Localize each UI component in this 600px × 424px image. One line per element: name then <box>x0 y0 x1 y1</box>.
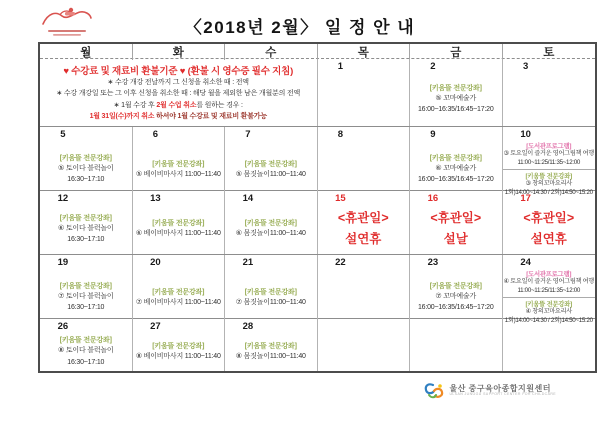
date-number: 16 <box>427 193 439 204</box>
program-tag-kium: [키움뜰 전문강좌] <box>525 300 573 308</box>
class-info-line: ⑥ 몸짓놀이11:00~11:40 <box>235 230 306 238</box>
program-tag-library: [도서관프로그램] <box>526 143 572 150</box>
footer-logo <box>423 382 556 400</box>
day-content <box>410 319 502 371</box>
day-cell-19 <box>40 255 133 327</box>
program-block <box>133 340 225 363</box>
program-block <box>40 280 132 314</box>
program-tag-kium: [키움뜰 전문강좌] <box>59 283 112 291</box>
program-block <box>225 217 317 240</box>
program-block <box>40 212 132 246</box>
holiday-line: 설날 <box>443 232 468 246</box>
class-info-line: ⑥ 꼬마예술가 <box>435 165 477 173</box>
class-info-line: ⑧ 토이다 블럭놀이 <box>58 347 114 355</box>
class-info-line: 1회)14:00~14:30 / 2회)14:50~15:20 <box>504 316 593 324</box>
date-number: 24 <box>520 257 531 268</box>
holiday-label <box>338 208 389 251</box>
program-tag-kium: [키움뜰 전문강좌] <box>59 337 112 345</box>
date-number: 23 <box>427 257 439 268</box>
program-tag-kium: [키움뜰 전문강좌] <box>59 155 112 163</box>
program-block <box>40 334 132 368</box>
day-content <box>503 204 596 254</box>
class-info-line: ④ 토요일이 즐거운 영어그림책 여행 <box>503 278 594 285</box>
day-cell-5 <box>40 127 133 199</box>
day-cell-28 <box>225 319 318 371</box>
class-info-line: ⑤ 몸짓놀이11:00~11:40 <box>235 170 306 178</box>
class-info-line: 16:00~16:35/16:45~17:20 <box>417 176 494 184</box>
day-cell-26 <box>40 319 133 371</box>
page-title: 〈2018년 2월〉 일 정 안 내 <box>184 18 416 37</box>
day-cell-1 <box>318 59 411 126</box>
weekday-header: 목 <box>318 44 411 60</box>
date-number: 15 <box>335 193 346 204</box>
class-info-line: 16:00~16:35/16:45~17:20 <box>417 106 494 113</box>
program-block <box>410 82 502 116</box>
day-content <box>318 72 410 126</box>
week-row <box>40 59 595 127</box>
date-number: 5 <box>60 129 66 140</box>
program-block <box>40 152 132 186</box>
day-content <box>225 332 317 371</box>
week-row <box>40 188 595 255</box>
date-number: 19 <box>57 257 69 268</box>
notice-bullet: ∗ 수강 개강 전날까지 그 신청을 취소한 때 : 전액 <box>107 78 249 86</box>
day-cell-9 <box>410 127 503 199</box>
weekday-header: 수 <box>225 44 318 60</box>
day-cell-empty <box>503 316 596 371</box>
weekday-header: 금 <box>410 44 503 60</box>
class-info-line: ⑥ 베이비마사지 11:00~11:40 <box>135 230 221 238</box>
day-cell-12 <box>40 191 133 254</box>
day-cell-16 <box>410 191 503 254</box>
class-info-line: ⑦ 토이다 블럭놀이 <box>58 293 114 301</box>
date-number: 13 <box>150 193 161 204</box>
day-content <box>410 72 502 126</box>
program-tag-kium: [키움뜰 전문강좌] <box>152 220 205 228</box>
day-cell-15 <box>318 191 411 254</box>
day-cell-2 <box>410 59 503 126</box>
holiday-line: 설연휴 <box>345 232 382 246</box>
program-tag-kium: [키움뜰 전문강좌] <box>429 283 482 291</box>
date-number: 21 <box>242 257 254 268</box>
org-name-en: ULSAN JUNGGU SUPPORT CENTER FOR CHILDCARE <box>449 392 556 397</box>
class-info-line: 16:30~17:10 <box>67 358 105 366</box>
program-tag-kium: [키움뜰 전문강좌] <box>152 342 205 350</box>
class-info-line: ③ 창의꼬마요리사 <box>525 179 572 187</box>
day-cell-8 <box>318 127 411 199</box>
day-cell-14 <box>225 191 318 254</box>
program-block <box>410 280 502 314</box>
class-info-line: 16:30~17:10 <box>67 304 105 312</box>
weekday-header: 월 <box>40 44 133 60</box>
holiday-label <box>523 208 574 251</box>
calendar-body <box>40 59 595 371</box>
date-number: 27 <box>150 321 161 332</box>
program-tag-kium: [키움뜰 전문강좌] <box>244 342 297 350</box>
class-info-line: ⑤ 토이다 블럭놀이 <box>58 165 114 173</box>
day-content <box>40 332 132 371</box>
program-tag-kium: [키움뜰 전문강좌] <box>244 160 297 168</box>
day-cell-7 <box>225 127 318 199</box>
class-info-line: 11:00~11:25/11:35~12:00 <box>517 286 581 294</box>
day-content <box>318 204 410 254</box>
day-cell-23 <box>410 255 503 327</box>
weekday-header-row <box>40 44 595 59</box>
date-number: 8 <box>337 129 344 140</box>
class-info-line: ⑦ 몸짓놀이11:00~11:40 <box>235 298 306 306</box>
program-block <box>225 340 317 363</box>
class-info-line: ⑦ 꼬마예술가 <box>435 293 477 301</box>
class-info-line: ⑥ 토이다 블럭놀이 <box>58 224 114 232</box>
week-row <box>40 255 595 324</box>
day-content <box>225 204 317 254</box>
week-row <box>40 127 595 196</box>
program-block <box>225 286 317 309</box>
class-info-line: 11:00~11:25/11:35~12:00 <box>517 158 581 166</box>
org-swirl-icon <box>423 382 445 400</box>
date-number: 9 <box>430 129 436 140</box>
day-content <box>410 204 502 254</box>
program-tag-kium: [키움뜰 전문강좌] <box>429 84 482 92</box>
day-cell-20 <box>133 255 226 327</box>
day-cell-27 <box>133 319 226 371</box>
date-number: 1 <box>337 61 344 72</box>
day-cell-17 <box>503 188 596 254</box>
day-content <box>133 204 225 254</box>
program-tag-kium: [키움뜰 전문강좌] <box>244 288 297 296</box>
holiday-line: <휴관일> <box>523 210 575 225</box>
day-cell-empty <box>410 319 503 371</box>
program-block <box>503 140 596 169</box>
day-cell-empty <box>318 319 411 371</box>
program-block <box>503 268 596 297</box>
class-info-line: 16:00~16:35/16:45~17:20 <box>417 304 494 312</box>
day-cell-6 <box>133 127 226 199</box>
day-cell-24 <box>503 255 596 327</box>
date-number: 2 <box>430 61 436 72</box>
program-tag-kium: [키움뜰 전문강좌] <box>429 155 482 163</box>
date-number: 26 <box>57 321 69 332</box>
day-content <box>318 319 410 371</box>
day-cell-21 <box>225 255 318 327</box>
program-block <box>133 158 225 181</box>
date-number: 28 <box>242 321 254 332</box>
calendar-table <box>38 42 597 373</box>
program-tag-kium: [키움뜰 전문강좌] <box>152 160 205 168</box>
date-number: 17 <box>520 193 531 204</box>
day-cell-10 <box>503 127 596 199</box>
notice-heading: ♥ 수강료 및 재료비 환불기준 ♥ (환불 시 영수증 필수 지침) <box>63 65 294 77</box>
program-tag-kium: [키움뜰 전문강좌] <box>152 288 205 296</box>
date-number: 14 <box>242 193 254 204</box>
notice-deadline: 1월 31일(수)까지 취소 하셔야 1월 수강료 및 재료비 환불가능 <box>89 113 267 120</box>
class-info-line: 1회)14:00~14:30 / 2회)14:50~15:20 <box>504 188 593 196</box>
date-number: 10 <box>520 129 531 140</box>
program-block <box>410 152 502 186</box>
date-number: 20 <box>150 257 161 268</box>
weekday-header: 화 <box>133 44 226 60</box>
program-tag-library: [도서관프로그램] <box>526 271 572 278</box>
class-info-line: ⑧ 몸짓놀이11:00~11:40 <box>235 352 306 360</box>
notice-bullet: ∗ 수강 개강일 또는 그 이후 신청을 취소한 때 : 해당 월을 제외한 남은 개월분의 전액 <box>56 90 301 97</box>
program-block <box>225 158 317 181</box>
date-number: 12 <box>57 193 69 204</box>
day-cell-22 <box>318 255 411 327</box>
class-info-line: ⑧ 베이비마사지 11:00~11:40 <box>135 352 221 360</box>
program-tag-kium: [키움뜰 전문강좌] <box>244 220 297 228</box>
day-cell-3 <box>503 59 596 126</box>
date-number: 3 <box>522 61 529 72</box>
day-content <box>503 72 596 126</box>
class-info-line: ⑤ 베이비마사지 11:00~11:40 <box>135 170 221 178</box>
day-content <box>40 204 132 254</box>
notice-bullet: ∗ 1월 수강 후 2월 수업 취소를 원하는 경우 : <box>113 101 243 109</box>
holiday-line: <휴관일> <box>430 210 482 225</box>
refund-notice-cell <box>40 59 318 126</box>
program-block <box>133 217 225 240</box>
holiday-label <box>430 208 481 251</box>
class-info-line: ⑦ 베이비마사지 11:00~11:40 <box>135 298 221 306</box>
day-cell-13 <box>133 191 226 254</box>
org-name: 울산 중구육아종합지원센터 <box>449 383 551 393</box>
program-block <box>133 286 225 309</box>
class-info-line: 16:30~17:10 <box>67 176 105 184</box>
week-row <box>40 316 595 371</box>
date-number: 22 <box>335 257 346 268</box>
date-number: 6 <box>152 129 159 140</box>
class-info-line: ⑤ 꼬마예술가 <box>435 94 477 102</box>
class-info-line: ④ 창의꼬마요리사 <box>525 307 572 315</box>
day-content <box>133 332 225 371</box>
program-tag-kium: [키움뜰 전문강좌] <box>525 172 573 180</box>
holiday-line: 설연휴 <box>530 232 567 246</box>
holiday-line: <휴관일> <box>337 210 389 225</box>
class-info-line: ③ 토요일이 즐거운 영어그림책 여행 <box>503 150 594 157</box>
program-tag-kium: [키움뜰 전문강좌] <box>59 214 112 222</box>
date-number: 7 <box>245 129 251 140</box>
weekday-header: 토 <box>543 47 555 59</box>
class-info-line: 16:30~17:10 <box>67 236 105 243</box>
day-content <box>503 316 596 371</box>
